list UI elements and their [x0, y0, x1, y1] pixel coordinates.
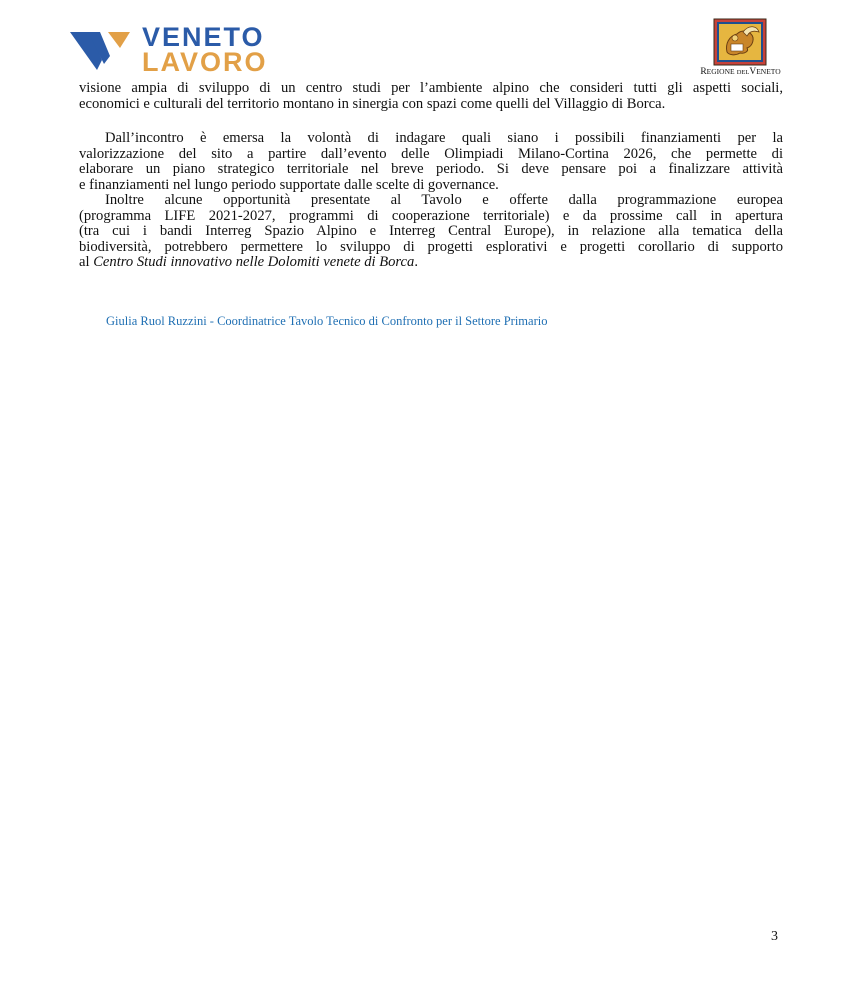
document-body [79, 81, 783, 271]
paragraph-line: (programma LIFE 2021-2027, programmi di cooperazione territoriale) e da prossime call in apertura [79, 207, 783, 224]
paragraph-2 [79, 131, 783, 193]
region-label: REGIONE DELVENETO [700, 67, 781, 77]
paragraph-line: biodiversità, potrebbero permettere lo sviluppo di progetti esplorativi e progetti corollario di supporto [79, 238, 783, 255]
logo-word-lavoro: LAVORO [142, 47, 268, 77]
final-line-prefix: al [79, 254, 90, 270]
regione-veneto-logo [693, 16, 788, 82]
veneto-lavoro-mark-icon [70, 30, 130, 72]
paragraph-line: (tra cui i bandi Interreg Spazio Alpino e Interreg Central Europe), in relazione alla tematica della [79, 223, 783, 239]
paragraph-line: valorizzazione del sito a partire dall’evento delle Olimpiadi Milano-Cortina 2026, che permette di [79, 145, 783, 162]
winged-lion-crest-icon [713, 18, 767, 66]
paragraph-line-final [79, 255, 783, 271]
paragraph-line: elaborare un piano strategico territoriale nel breve periodo. Si deve pensare poi a finalizzare attività [79, 161, 783, 177]
paragraph-1 [79, 81, 783, 112]
centro-studi-title: Centro Studi innovativo nelle Dolomiti venete di Borca [93, 254, 415, 270]
page-number: 3 [771, 929, 778, 944]
paragraph-line: economici e culturali del territorio montano in sinergia con spazi come quelli del Villaggio di Borca. [79, 95, 666, 112]
paragraph-3 [79, 193, 783, 271]
paragraph-line: visione ampia di sviluppo di un centro studi per l’ambiente alpino che consideri tutti gli aspetti sociali, [79, 80, 783, 96]
paragraph-line: Inoltre alcune opportunità presentate al Tavolo e offerte dalla programmazione europea [105, 192, 783, 208]
veneto-lavoro-logo [70, 22, 300, 77]
signature: Giulia Ruol Ruzzini - Coordinatrice Tavolo Tecnico di Confronto per il Settore Primario [106, 314, 548, 328]
logo-word-veneto: VENETO [142, 22, 265, 52]
paragraph-line: Dall’incontro è emersa la volontà di indagare quali siano i possibili finanziamenti per la [105, 130, 783, 146]
paragraph-line: e finanziamenti nel lungo periodo supportate dalle scelte di governance. [79, 176, 499, 193]
final-line-suffix: . [414, 254, 418, 270]
